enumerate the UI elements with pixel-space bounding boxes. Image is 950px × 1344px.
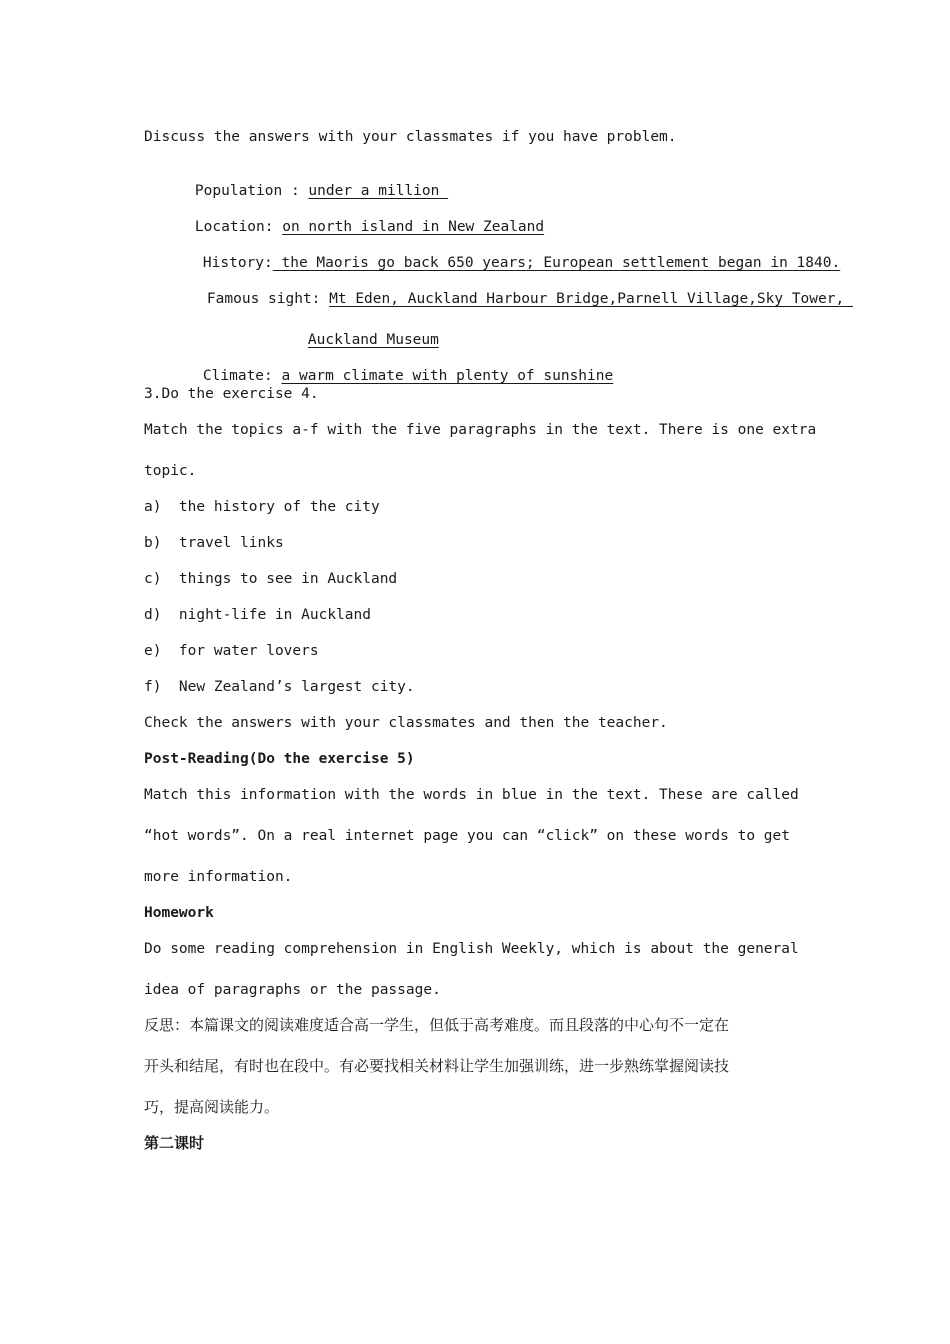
topic-item: a) the history of the city bbox=[144, 499, 380, 515]
intro-text: Discuss the answers with your classmates if you have problem. bbox=[144, 129, 677, 145]
climate-value: a warm climate with plenty of sunshine bbox=[281, 368, 614, 384]
location-label: Location: bbox=[194, 219, 283, 235]
population-value: under a million bbox=[308, 183, 449, 199]
exercise4-instruction-cont: topic. bbox=[144, 463, 197, 479]
post-reading-text: “hot words”. On a real internet page you can “click” on these words to get bbox=[144, 828, 791, 844]
topic-item: f) New Zealand’s largest city. bbox=[144, 679, 415, 695]
reflection-text: 反思：本篇课文的阅读难度适合高一学生，但低于高考难度。而且段落的中心句不一定在 bbox=[144, 1016, 730, 1034]
topic-item: b) travel links bbox=[144, 535, 284, 551]
reflection-text: 巧，提高阅读能力。 bbox=[144, 1098, 280, 1116]
history-value: the Maoris go back 650 years; European settlement began in 1840. bbox=[272, 255, 841, 271]
climate-label: Climate: bbox=[202, 368, 282, 384]
topic-item: e) for water lovers bbox=[144, 643, 319, 659]
famous-sight-label: Famous sight: bbox=[206, 291, 330, 307]
history-label: History: bbox=[202, 255, 273, 271]
famous-sight-value-2: Auckland Museum bbox=[307, 332, 439, 348]
post-reading-text: more information. bbox=[144, 869, 293, 885]
check-answers-text: Check the answers with your classmates and then the teacher. bbox=[144, 715, 668, 731]
homework-text: Do some reading comprehension in English Weekly, which is about the general bbox=[144, 941, 799, 957]
homework-text: idea of paragraphs or the passage. bbox=[144, 982, 441, 998]
famous-sight-value: Mt Eden, Auckland Harbour Bridge,Parnell Village,Sky Tower, bbox=[329, 291, 853, 307]
population-label: Population : bbox=[194, 183, 309, 199]
location-value: on north island in New Zealand bbox=[282, 219, 545, 235]
post-reading-heading: Post-Reading(Do the exercise 5) bbox=[144, 751, 415, 767]
post-reading-text: Match this information with the words in blue in the text. These are called bbox=[144, 787, 799, 803]
homework-heading: Homework bbox=[144, 905, 214, 921]
exercise4-heading: 3.Do the exercise 4. bbox=[144, 386, 319, 402]
reflection-text: 开头和结尾，有时也在段中。有必要找相关材料让学生加强训练，进一步熟练掌握阅读技 bbox=[144, 1057, 730, 1075]
exercise4-instruction: Match the topics a-f with the five paragraphs in the text. There is one extra bbox=[144, 422, 817, 438]
next-lesson-heading: 第二课时 bbox=[144, 1134, 205, 1152]
topic-item: c) things to see in Auckland bbox=[144, 571, 398, 587]
topic-item: d) night-life in Auckland bbox=[144, 607, 371, 623]
